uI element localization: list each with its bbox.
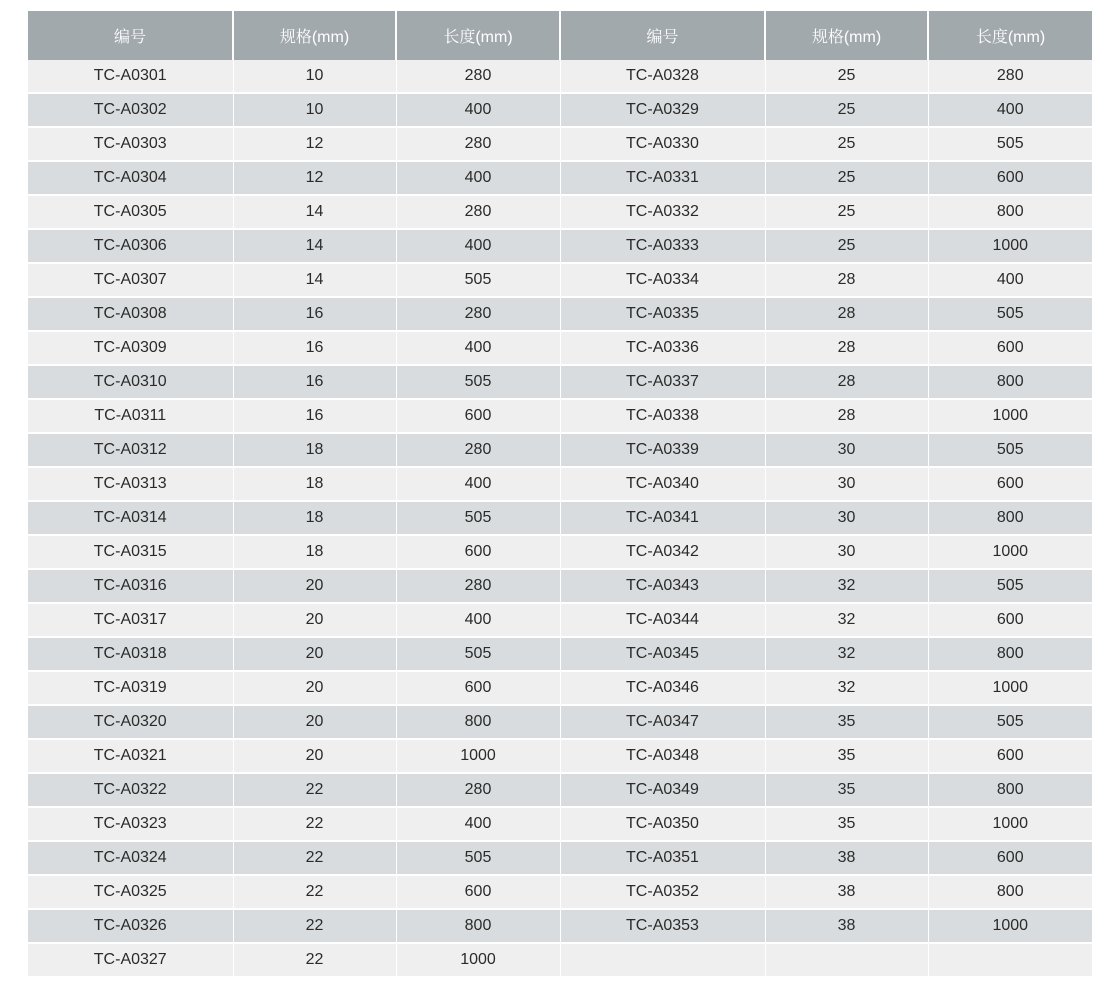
cell-length-right: 800 (928, 501, 1092, 535)
cell-code-left: TC-A0315 (28, 535, 233, 569)
table-row (28, 569, 1092, 603)
cell-spec-right: 35 (765, 705, 928, 739)
cell-spec-right: 28 (765, 331, 928, 365)
cell-length-left: 400 (396, 161, 560, 195)
cell-code-left: TC-A0318 (28, 637, 233, 671)
header-row (28, 11, 1092, 60)
table-row (28, 773, 1092, 807)
header-spec-left: 规格(mm) (233, 11, 396, 60)
table-row (28, 467, 1092, 501)
cell-length-right: 600 (928, 161, 1092, 195)
cell-spec-left: 14 (233, 229, 396, 263)
cell-spec-right: 32 (765, 603, 928, 637)
cell-length-left: 505 (396, 841, 560, 875)
cell-code-left: TC-A0316 (28, 569, 233, 603)
cell-spec-right: 30 (765, 535, 928, 569)
table-body (28, 60, 1092, 977)
cell-length-right: 1000 (928, 535, 1092, 569)
cell-length-right: 600 (928, 739, 1092, 773)
cell-spec-left: 20 (233, 671, 396, 705)
header-code-left: 编号 (28, 11, 233, 60)
cell-spec-left: 22 (233, 773, 396, 807)
cell-code-right: TC-A0350 (560, 807, 765, 841)
cell-spec-right: 25 (765, 93, 928, 127)
cell-code-right: TC-A0334 (560, 263, 765, 297)
cell-spec-right: 38 (765, 909, 928, 943)
cell-spec-left: 14 (233, 195, 396, 229)
cell-spec-right: 28 (765, 263, 928, 297)
cell-length-right: 505 (928, 297, 1092, 331)
cell-code-left: TC-A0308 (28, 297, 233, 331)
cell-length-left: 600 (396, 399, 560, 433)
cell-spec-right: 38 (765, 841, 928, 875)
cell-spec-left: 20 (233, 739, 396, 773)
cell-length-left: 600 (396, 875, 560, 909)
table-row (28, 603, 1092, 637)
table-row (28, 807, 1092, 841)
table-row (28, 297, 1092, 331)
cell-length-left: 505 (396, 263, 560, 297)
cell-spec-left: 16 (233, 297, 396, 331)
cell-code-right: TC-A0346 (560, 671, 765, 705)
cell-length-left: 505 (396, 365, 560, 399)
table-row (28, 705, 1092, 739)
cell-spec-right: 30 (765, 433, 928, 467)
table-row (28, 739, 1092, 773)
cell-spec-left: 18 (233, 501, 396, 535)
cell-code-left: TC-A0320 (28, 705, 233, 739)
cell-code-left: TC-A0319 (28, 671, 233, 705)
table-row (28, 263, 1092, 297)
cell-spec-left: 14 (233, 263, 396, 297)
cell-length-left: 1000 (396, 739, 560, 773)
table-row (28, 875, 1092, 909)
cell-code-left: TC-A0303 (28, 127, 233, 161)
cell-code-right: TC-A0348 (560, 739, 765, 773)
cell-code-left: TC-A0304 (28, 161, 233, 195)
cell-spec-right: 25 (765, 195, 928, 229)
cell-code-right (560, 943, 765, 977)
cell-code-left: TC-A0309 (28, 331, 233, 365)
cell-spec-left: 18 (233, 467, 396, 501)
table-row (28, 637, 1092, 671)
cell-length-left: 400 (396, 603, 560, 637)
table-row (28, 161, 1092, 195)
cell-length-right: 800 (928, 875, 1092, 909)
cell-length-right: 1000 (928, 229, 1092, 263)
cell-spec-left: 22 (233, 841, 396, 875)
cell-spec-left: 22 (233, 943, 396, 977)
cell-code-left: TC-A0311 (28, 399, 233, 433)
cell-length-right: 1000 (928, 909, 1092, 943)
cell-length-left: 400 (396, 229, 560, 263)
cell-length-left: 280 (396, 297, 560, 331)
cell-length-left: 280 (396, 569, 560, 603)
cell-length-left: 400 (396, 467, 560, 501)
header-length-left: 长度(mm) (396, 11, 560, 60)
cell-spec-right: 25 (765, 60, 928, 93)
cell-code-right: TC-A0340 (560, 467, 765, 501)
cell-spec-right (765, 943, 928, 977)
cell-code-right: TC-A0352 (560, 875, 765, 909)
cell-code-left: TC-A0323 (28, 807, 233, 841)
table-row (28, 331, 1092, 365)
cell-code-left: TC-A0301 (28, 60, 233, 93)
table-row (28, 433, 1092, 467)
cell-length-left: 280 (396, 127, 560, 161)
cell-length-right: 505 (928, 433, 1092, 467)
cell-length-left: 600 (396, 671, 560, 705)
header-length-right: 长度(mm) (928, 11, 1092, 60)
cell-spec-right: 28 (765, 399, 928, 433)
table-row (28, 127, 1092, 161)
cell-code-right: TC-A0338 (560, 399, 765, 433)
cell-length-left: 505 (396, 501, 560, 535)
cell-length-left: 600 (396, 535, 560, 569)
cell-code-right: TC-A0329 (560, 93, 765, 127)
cell-spec-left: 12 (233, 161, 396, 195)
cell-length-right: 600 (928, 841, 1092, 875)
cell-length-right: 505 (928, 127, 1092, 161)
cell-code-right: TC-A0331 (560, 161, 765, 195)
cell-code-right: TC-A0344 (560, 603, 765, 637)
cell-spec-left: 22 (233, 875, 396, 909)
cell-spec-left: 22 (233, 807, 396, 841)
cell-length-right: 800 (928, 365, 1092, 399)
cell-length-left: 1000 (396, 943, 560, 977)
cell-length-left: 505 (396, 637, 560, 671)
header-code-right: 编号 (560, 11, 765, 60)
cell-code-right: TC-A0351 (560, 841, 765, 875)
cell-spec-right: 28 (765, 297, 928, 331)
cell-code-left: TC-A0302 (28, 93, 233, 127)
cell-spec-right: 35 (765, 807, 928, 841)
cell-code-left: TC-A0322 (28, 773, 233, 807)
cell-spec-left: 16 (233, 365, 396, 399)
cell-length-right: 600 (928, 467, 1092, 501)
cell-spec-left: 10 (233, 93, 396, 127)
table-row (28, 841, 1092, 875)
cell-code-left: TC-A0312 (28, 433, 233, 467)
cell-code-right: TC-A0347 (560, 705, 765, 739)
cell-length-right: 505 (928, 569, 1092, 603)
cell-code-right: TC-A0339 (560, 433, 765, 467)
cell-length-right (928, 943, 1092, 977)
cell-spec-left: 20 (233, 569, 396, 603)
cell-spec-right: 32 (765, 671, 928, 705)
cell-spec-left: 16 (233, 331, 396, 365)
header-spec-right: 规格(mm) (765, 11, 928, 60)
cell-code-right: TC-A0335 (560, 297, 765, 331)
cell-code-left: TC-A0317 (28, 603, 233, 637)
cell-length-right: 800 (928, 773, 1092, 807)
table-row (28, 195, 1092, 229)
cell-code-right: TC-A0337 (560, 365, 765, 399)
cell-spec-left: 16 (233, 399, 396, 433)
cell-spec-left: 20 (233, 603, 396, 637)
cell-code-right: TC-A0330 (560, 127, 765, 161)
cell-spec-right: 25 (765, 229, 928, 263)
cell-code-left: TC-A0327 (28, 943, 233, 977)
cell-code-right: TC-A0343 (560, 569, 765, 603)
cell-length-right: 600 (928, 331, 1092, 365)
cell-spec-left: 22 (233, 909, 396, 943)
cell-length-right: 600 (928, 603, 1092, 637)
cell-spec-right: 30 (765, 501, 928, 535)
cell-length-right: 800 (928, 637, 1092, 671)
cell-length-left: 400 (396, 807, 560, 841)
cell-spec-left: 10 (233, 60, 396, 93)
table-row (28, 535, 1092, 569)
spec-table (28, 11, 1092, 978)
cell-code-right: TC-A0342 (560, 535, 765, 569)
cell-spec-right: 32 (765, 569, 928, 603)
table-row (28, 229, 1092, 263)
cell-code-right: TC-A0336 (560, 331, 765, 365)
cell-code-right: TC-A0353 (560, 909, 765, 943)
table-row (28, 501, 1092, 535)
cell-length-right: 400 (928, 263, 1092, 297)
cell-spec-left: 20 (233, 705, 396, 739)
cell-length-right: 800 (928, 195, 1092, 229)
cell-spec-right: 30 (765, 467, 928, 501)
cell-code-right: TC-A0349 (560, 773, 765, 807)
cell-code-left: TC-A0310 (28, 365, 233, 399)
cell-code-left: TC-A0305 (28, 195, 233, 229)
table-row (28, 399, 1092, 433)
cell-spec-right: 38 (765, 875, 928, 909)
cell-spec-left: 12 (233, 127, 396, 161)
cell-spec-left: 18 (233, 535, 396, 569)
table-row (28, 909, 1092, 943)
cell-code-left: TC-A0324 (28, 841, 233, 875)
cell-spec-right: 25 (765, 127, 928, 161)
cell-length-right: 505 (928, 705, 1092, 739)
cell-code-right: TC-A0333 (560, 229, 765, 263)
cell-spec-left: 18 (233, 433, 396, 467)
cell-length-right: 1000 (928, 807, 1092, 841)
cell-code-left: TC-A0306 (28, 229, 233, 263)
cell-code-left: TC-A0313 (28, 467, 233, 501)
cell-code-right: TC-A0328 (560, 60, 765, 93)
cell-code-right: TC-A0332 (560, 195, 765, 229)
cell-length-left: 280 (396, 433, 560, 467)
table-header (28, 11, 1092, 60)
cell-spec-right: 35 (765, 773, 928, 807)
cell-spec-right: 25 (765, 161, 928, 195)
cell-length-left: 400 (396, 331, 560, 365)
cell-code-left: TC-A0314 (28, 501, 233, 535)
cell-code-right: TC-A0341 (560, 501, 765, 535)
cell-length-right: 400 (928, 93, 1092, 127)
table-row (28, 365, 1092, 399)
cell-length-right: 280 (928, 60, 1092, 93)
cell-spec-right: 32 (765, 637, 928, 671)
cell-spec-right: 35 (765, 739, 928, 773)
cell-code-left: TC-A0325 (28, 875, 233, 909)
cell-code-left: TC-A0326 (28, 909, 233, 943)
cell-code-left: TC-A0307 (28, 263, 233, 297)
cell-length-left: 400 (396, 93, 560, 127)
cell-code-left: TC-A0321 (28, 739, 233, 773)
cell-spec-right: 28 (765, 365, 928, 399)
table-row (28, 93, 1092, 127)
cell-length-left: 280 (396, 60, 560, 93)
cell-spec-left: 20 (233, 637, 396, 671)
cell-length-right: 1000 (928, 671, 1092, 705)
table-row (28, 943, 1092, 977)
cell-length-left: 800 (396, 705, 560, 739)
cell-length-left: 280 (396, 195, 560, 229)
cell-length-left: 280 (396, 773, 560, 807)
cell-length-right: 1000 (928, 399, 1092, 433)
table-row (28, 671, 1092, 705)
table-row (28, 60, 1092, 93)
cell-length-left: 800 (396, 909, 560, 943)
cell-code-right: TC-A0345 (560, 637, 765, 671)
